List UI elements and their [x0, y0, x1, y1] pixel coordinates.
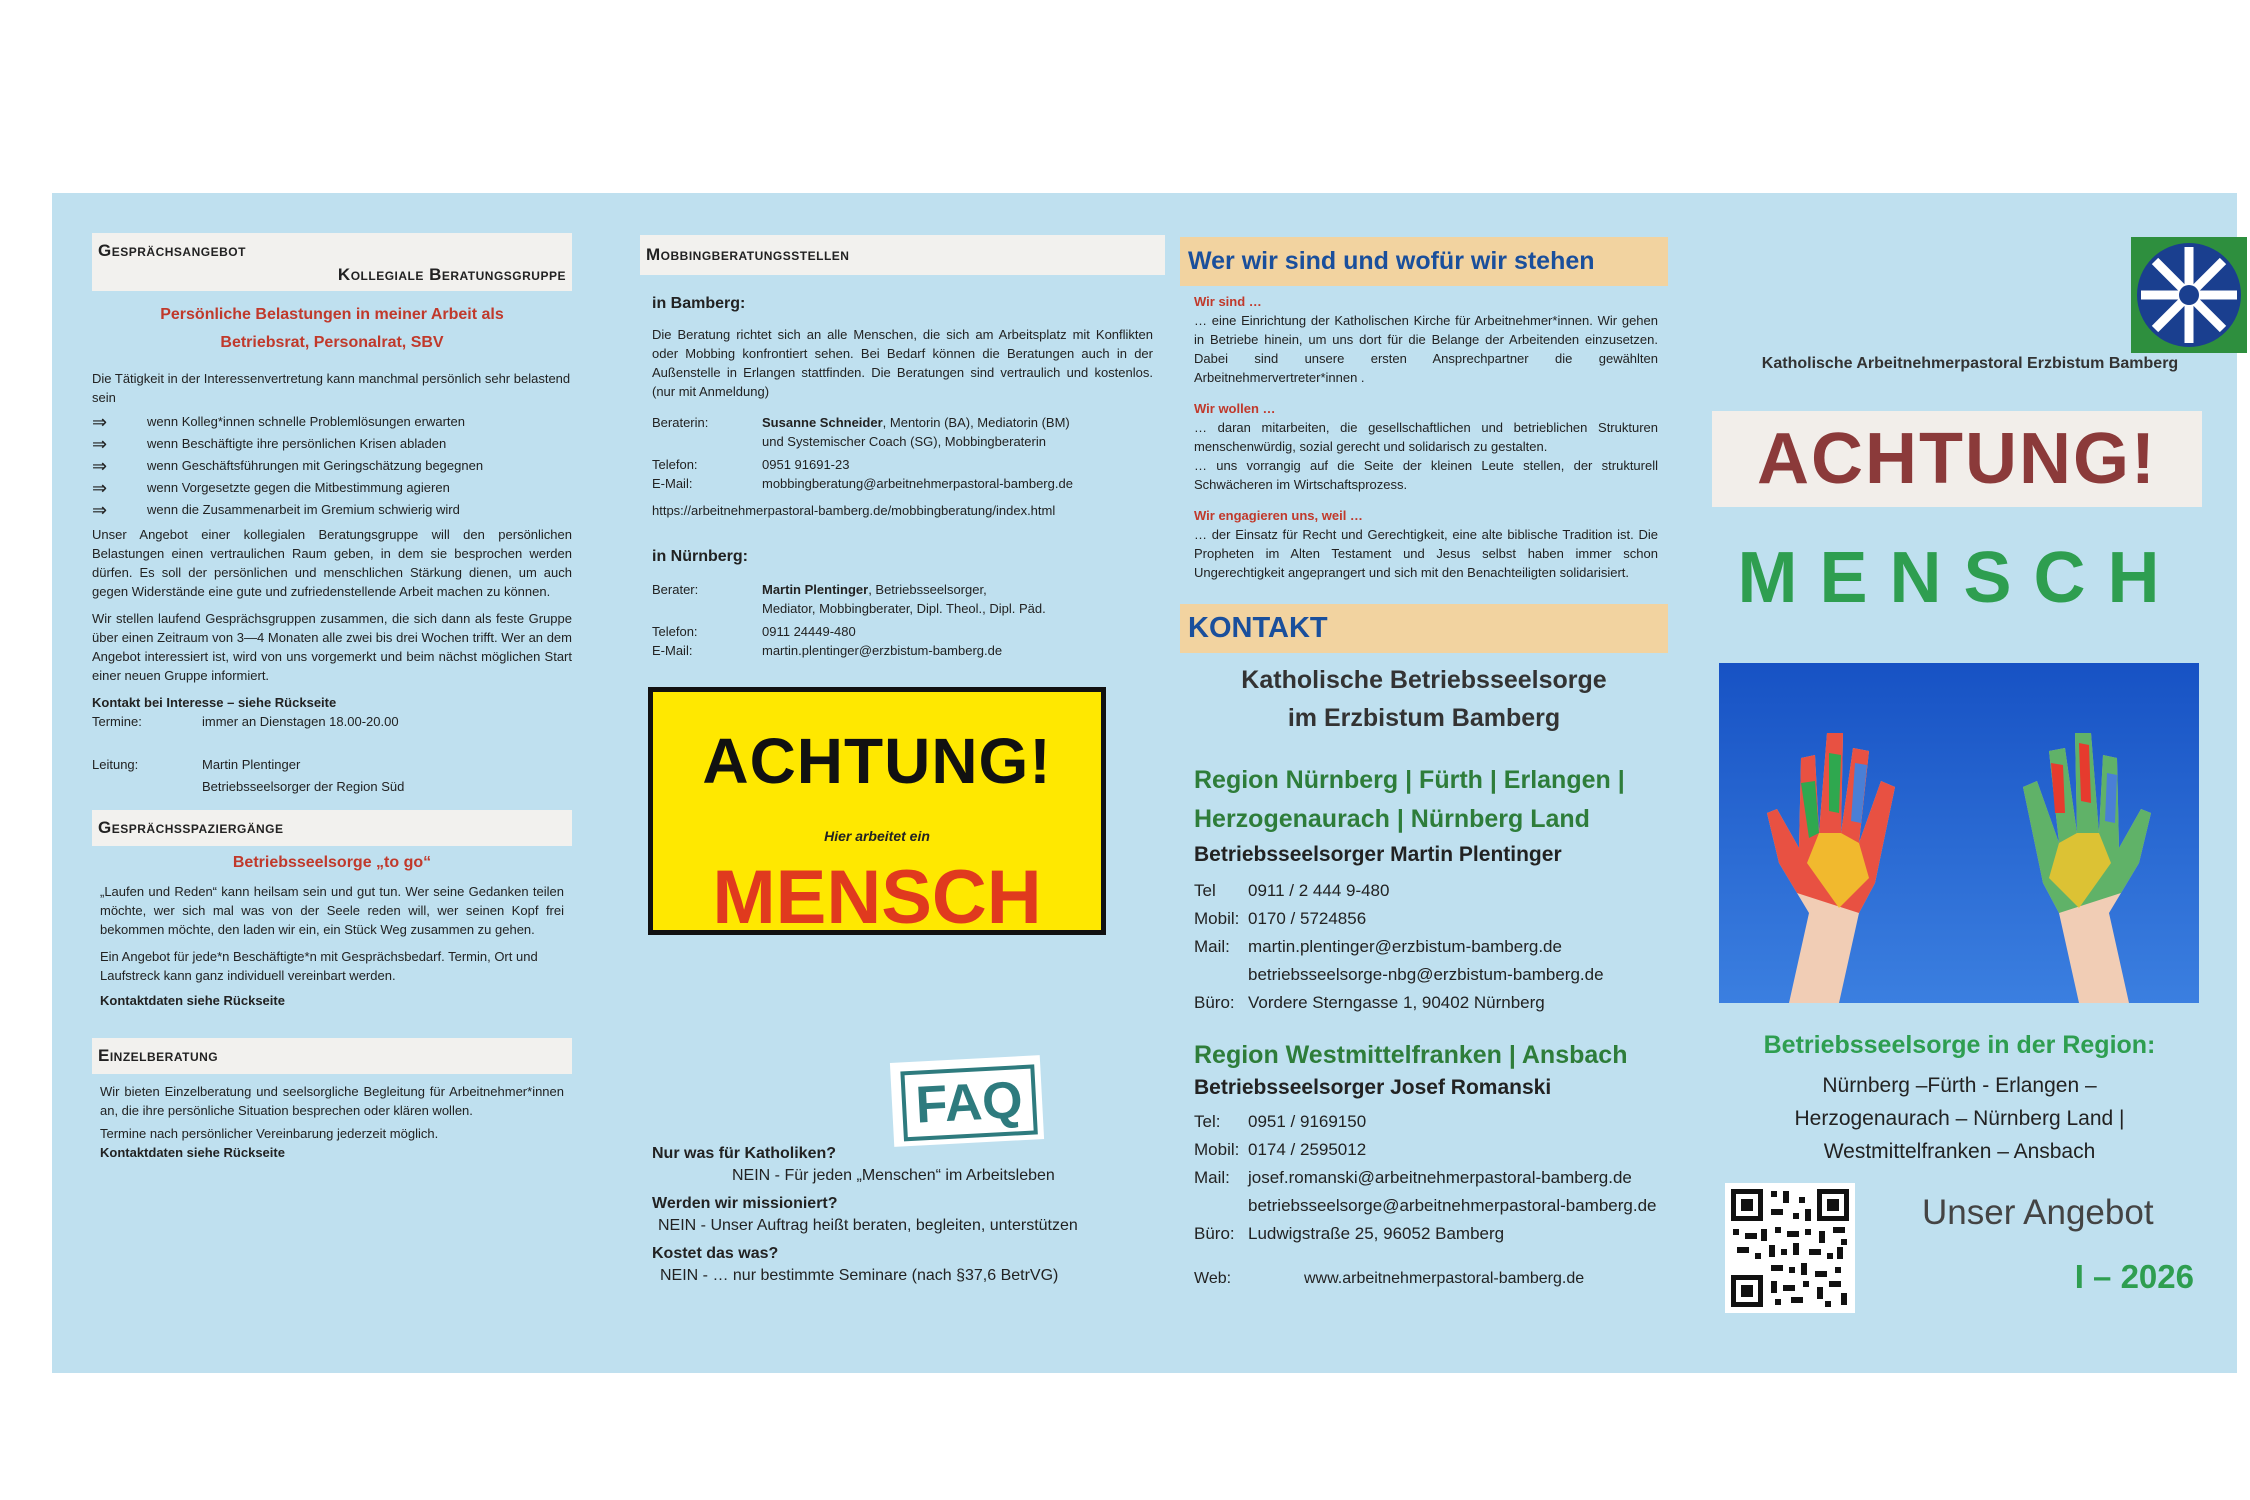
cover-achtung-banner [1712, 411, 2202, 507]
faq-answer: NEIN - Für jeden „Menschen“ im Arbeitsleben [732, 1167, 1055, 1184]
person2-contacts: Tel: 0951 / 9169150 Mobil: 0174 / 2595012 Mail: josef.romanski@arbeitnehmerpastoral-bamberg.de betriebsseelsorge@arbeitnehmerpastoral-bamberg.de Büro: Ludwigstraße 25, 96052 Bamberg [1194, 1108, 1668, 1248]
beraterin-name: Susanne Schneider [762, 415, 883, 430]
faq-question: Werden wir missioniert? [652, 1195, 838, 1212]
faq-question: Kostet das was? [652, 1245, 779, 1262]
leitung-role: Betriebsseelsorger der Region Süd [202, 779, 405, 794]
sign-subtext: Hier arbeitet ein [824, 828, 930, 844]
edition-label: I – 2026 [2074, 1258, 2194, 1295]
arrow-bullet-icon: ⇒ [92, 499, 108, 520]
region-list: Nürnberg –Fürth - Erlangen – Herzogenaurach – Nürnberg Land | Westmittelfranken – Ansbach [1794, 1074, 2125, 1163]
mobile-value: 0174 / 2595012 [1248, 1140, 1367, 1159]
paragraph: Wir bieten Einzelberatung und seelsorgliche Begleitung für Arbeitnehmer*innen an, die ihre persönliche Situation besprechen oder klären wollen. [100, 1084, 564, 1118]
mobile-value: 0170 / 5724856 [1248, 909, 1367, 928]
region1-heading: Region Nürnberg | Fürth | Erlangen | Herzogenaurach | Nürnberg Land [1194, 766, 1625, 833]
arrow-bullet-icon: ⇒ [92, 455, 108, 476]
column-about [1180, 193, 1668, 1288]
email-link[interactable]: martin.plentinger@erzbistum-bamberg.de [1248, 937, 1562, 956]
paragraph: Wir stellen laufend Gesprächsgruppen zusammen, die sich dann als feste Gruppe über einen Zeitraum von 3—4 Monaten alle zwei bis drei Wochen trifft. Wer an dem Angebot interessiert ist, wird von uns vorgemerkt und beim nächst möglichen Start einer neuen Gruppe informiert. [92, 611, 572, 683]
bamberg-text: Die Beratung richtet sich an alle Menschen, die sich am Arbeitsplatz mit Konflikten oder Mobbing konfrontiert sehen. Bei Bedarf können die Beratungen auch in der Außenstelle in Erlangen stattfinden. Die Beratungen sind vertraulich und kostenlos. (nur mit Anmeldung) [652, 327, 1153, 399]
termine-row [92, 712, 572, 731]
region-title: Betriebsseelsorge in der Region: [1763, 1031, 2156, 1059]
sind-label: Wir sind … [1194, 294, 1262, 309]
leitung-label: Leitung: [92, 757, 139, 772]
about-title: Wer wir sind und wofür wir stehen [1180, 237, 1668, 286]
kab-logo-icon [2131, 237, 2247, 353]
telefon-row: Telefon: 0951 91691-23 [652, 457, 850, 472]
section-title-einzel: Einzelberatung [92, 1038, 572, 1074]
section-subtitle-spazier: Betriebsseelsorge „to go“ [232, 854, 432, 871]
list-item: ⇒ wenn die Zusammenarbeit im Gremium schwierig wird [92, 499, 460, 520]
achtung-sign [648, 687, 1106, 940]
berater-name: Martin Plentinger [762, 582, 869, 597]
person2-name: Betriebsseelsorger Josef Romanski [1194, 1076, 1552, 1099]
web-link[interactable]: www.arbeitnehmerpastoral-bamberg.de [1304, 1270, 1585, 1287]
region2-heading: Region Westmittelfranken | Ansbach [1194, 1041, 1628, 1069]
org-caption: Katholische Arbeitnehmerpastoral Erzbistum Bamberg [1761, 355, 2179, 372]
leitung-name: Martin Plentinger [202, 757, 301, 772]
engagieren-text: … der Einsatz für Recht und Gerechtigkeit, eine alte biblische Tradition ist. Die Propheten im Alten Testament und Jesus selbst haben immer schon Ungerechtigkeit angeprangert und sich mit den Benachteiligten solidarisiert. [1194, 527, 1658, 580]
qr-code-icon[interactable] [1725, 1183, 1855, 1313]
paragraph: „Laufen und Reden“ kann heilsam sein und gut tun. Wer seine Gedanken teilen möchte, wer sich mal was von der Seele reden will, wer seinen Kopf frei bekommen möchte, den laden wir ein, ein Stück Weg zusammen zu gehen. [100, 884, 564, 937]
angebot-label: Unser Angebot [1922, 1193, 2154, 1232]
sign-achtung: ACHTUNG! [702, 725, 1052, 797]
column-offers [92, 193, 572, 1162]
kontakt-title: KONTAKT [1180, 604, 1668, 653]
section-title: Gesprächsangebot [98, 241, 246, 260]
wollen-text: … daran mitarbeiten, die gesellschaftlichen und betrieblichen Strukturen menschenwürdig, sozial gerecht und solidarisch zu gestalten. [1194, 420, 1658, 454]
email-link[interactable]: josef.romanski@arbeitnehmerpastoral-bamberg.de [1248, 1168, 1632, 1187]
bullet-list [92, 411, 572, 520]
web-row: Web: www.arbeitnehmerpastoral-bamberg.de [1194, 1270, 1585, 1287]
paragraph: Ein Angebot für jede*n Beschäftigte*n mit Gesprächsbedarf. Termin, Ort und Laufstreck kann ganz individuell vereinbart werden. [100, 949, 538, 983]
berater-row: Berater: Martin Plentinger, Betriebsseelsorger, Mediator, Mobbingberater, Dipl. Theol., Dipl. Päd. [652, 582, 1046, 616]
address-value: Vordere Sterngasse 1, 90402 Nürnberg [1248, 993, 1545, 1012]
address-value: Ludwigstraße 25, 96052 Bamberg [1248, 1224, 1505, 1243]
faq-answer: NEIN - Unser Auftrag heißt beraten, begleiten, unterstützen [658, 1217, 1078, 1234]
painted-hands-photo [1719, 663, 2199, 1003]
email-link[interactable]: betriebsseelsorge-nbg@erzbistum-bamberg.de [1248, 965, 1604, 984]
arrow-bullet-icon: ⇒ [92, 411, 108, 432]
person1-name: Betriebsseelsorger Martin Plentinger [1194, 843, 1562, 866]
red-heading-1: Persönliche Belastungen in meiner Arbeit als [160, 306, 504, 323]
arrow-bullet-icon: ⇒ [92, 477, 108, 498]
contact-note: Kontakt bei Interesse – siehe Rückseite [92, 695, 337, 710]
list-item: ⇒ wenn Vorgesetzte gegen die Mitbestimmung agieren [92, 477, 450, 498]
faq-stamp-icon [890, 1055, 1044, 1147]
email-link[interactable]: betriebsseelsorge@arbeitnehmerpastoral-bamberg.de [1248, 1196, 1657, 1215]
cover-mensch: MENSCH [1737, 538, 2182, 618]
engagieren-label: Wir engagieren uns, weil … [1194, 508, 1363, 523]
faq-stamp-text: FAQ [900, 1064, 1037, 1141]
faq-question: Nur was für Katholiken? [652, 1145, 837, 1162]
wollen-text: … uns vorrangig auf die Seite der kleinen Leute stellen, der strukturell Schwächeren im Wirtschaftsprozess. [1194, 458, 1658, 492]
telefon-value: 0951 91691-23 [762, 457, 850, 472]
list-item: ⇒ wenn Beschäftigte ihre persönlichen Krisen abladen [92, 433, 447, 454]
wollen-label: Wir wollen … [1194, 401, 1276, 416]
contact-note: Kontaktdaten siehe Rückseite [100, 1145, 285, 1160]
faq-list [652, 1145, 1172, 1285]
nuernberg-heading: in Nürnberg: [652, 548, 748, 565]
leaflet-sheet [52, 193, 2237, 1373]
email-link[interactable]: martin.plentinger@erzbistum-bamberg.de [762, 643, 1003, 658]
list-item: ⇒ wenn Kolleg*innen schnelle Problemlösungen erwarten [92, 411, 465, 432]
beraterin-label: Beraterin: [652, 415, 709, 430]
email-row: E-Mail: mobbingberatung@arbeitnehmerpastoral-bamberg.de [652, 476, 1073, 491]
bamberg-heading: in Bamberg: [652, 295, 746, 312]
leitung-row [92, 755, 572, 796]
intro-text: Die Tätigkeit in der Interessenvertretung kann manchmal persönlich sehr belastend sein [92, 371, 571, 405]
sind-text: … eine Einrichtung der Katholischen Kirche für Arbeitnehmer*innen. Wir gehen in Betriebe hinein, um uns dort für die Belange der Arbeitenden einzusetzen. Dabei sind unsere ersten Ansprechpartner die gewählten Arbeitnehmervertreter*innen . [1194, 313, 1658, 385]
contact-note: Kontaktdaten siehe Rückseite [100, 993, 285, 1008]
paragraph: Unser Angebot einer kollegialen Beratungsgruppe will den persönlichen Belastungen einen vertraulichen Raum geben, in dem sie besprochen werden dürfen. Es soll der persönlichen und menschlichen Stärkung dienen, um auch gegen Widerstände eine gute und zufriedenstellende Arbeit machen zu können. [92, 527, 572, 599]
termine-value: immer an Dienstagen 18.00-20.00 [202, 714, 399, 729]
list-item: ⇒ wenn Geschäftsführungen mit Geringschätzung begegnen [92, 455, 484, 476]
termine-label: Termine: [92, 714, 142, 729]
arrow-bullet-icon: ⇒ [92, 433, 108, 454]
faq-answer: NEIN - … nur bestimmte Seminare (nach §37,6 BetrVG) [660, 1267, 1059, 1284]
beraterin-row: Beraterin: Susanne Schneider, Mentorin (BA), Mediatorin (BM) und Systemischer Coach (SG), Mobbingberaterin [652, 415, 1070, 449]
section-header-gespraech [92, 233, 572, 291]
sign-mensch: MENSCH [712, 855, 1042, 940]
column-mobbing [640, 193, 1165, 660]
email-row: E-Mail: martin.plentinger@erzbistum-bamberg.de [652, 643, 1003, 658]
phone-value: 0951 / 9169150 [1248, 1112, 1367, 1131]
section-title-mobbing: Mobbingberatungsstellen [640, 235, 1165, 275]
phone-value: 0911 / 2 444 9-480 [1248, 881, 1390, 900]
section-subtitle: Kollegiale Beratungsgruppe [337, 265, 566, 284]
section-title-spazier: Gesprächsspaziergänge [92, 810, 572, 846]
paragraph: Termine nach persönlicher Vereinbarung jederzeit möglich. [100, 1126, 439, 1141]
red-heading-2: Betriebsrat, Personalrat, SBV [220, 334, 444, 351]
beraterin-qualifications: und Systemischer Coach (SG), Mobbingberaterin [762, 434, 1046, 449]
cover-achtung: ACHTUNG! [1757, 419, 2157, 499]
email-link[interactable]: mobbingberatung@arbeitnehmerpastoral-bamberg.de [762, 476, 1073, 491]
org-name: Katholische Betriebsseelsorge im Erzbistum Bamberg [1241, 666, 1607, 732]
telefon-row: Telefon: 0911 24449-480 [652, 624, 856, 639]
person1-contacts: Tel 0911 / 2 444 9-480 Mobil: 0170 / 5724856 Mail: martin.plentinger@erzbistum-bamberg.de betriebsseelsorge-nbg@erzbistum-bamberg.de Büro: Vordere Sterngasse 1, 90402 Nürnberg [1194, 877, 1668, 1017]
url-link[interactable]: https://arbeitnehmerpastoral-bamberg.de/mobbingberatung/index.html [652, 503, 1056, 518]
